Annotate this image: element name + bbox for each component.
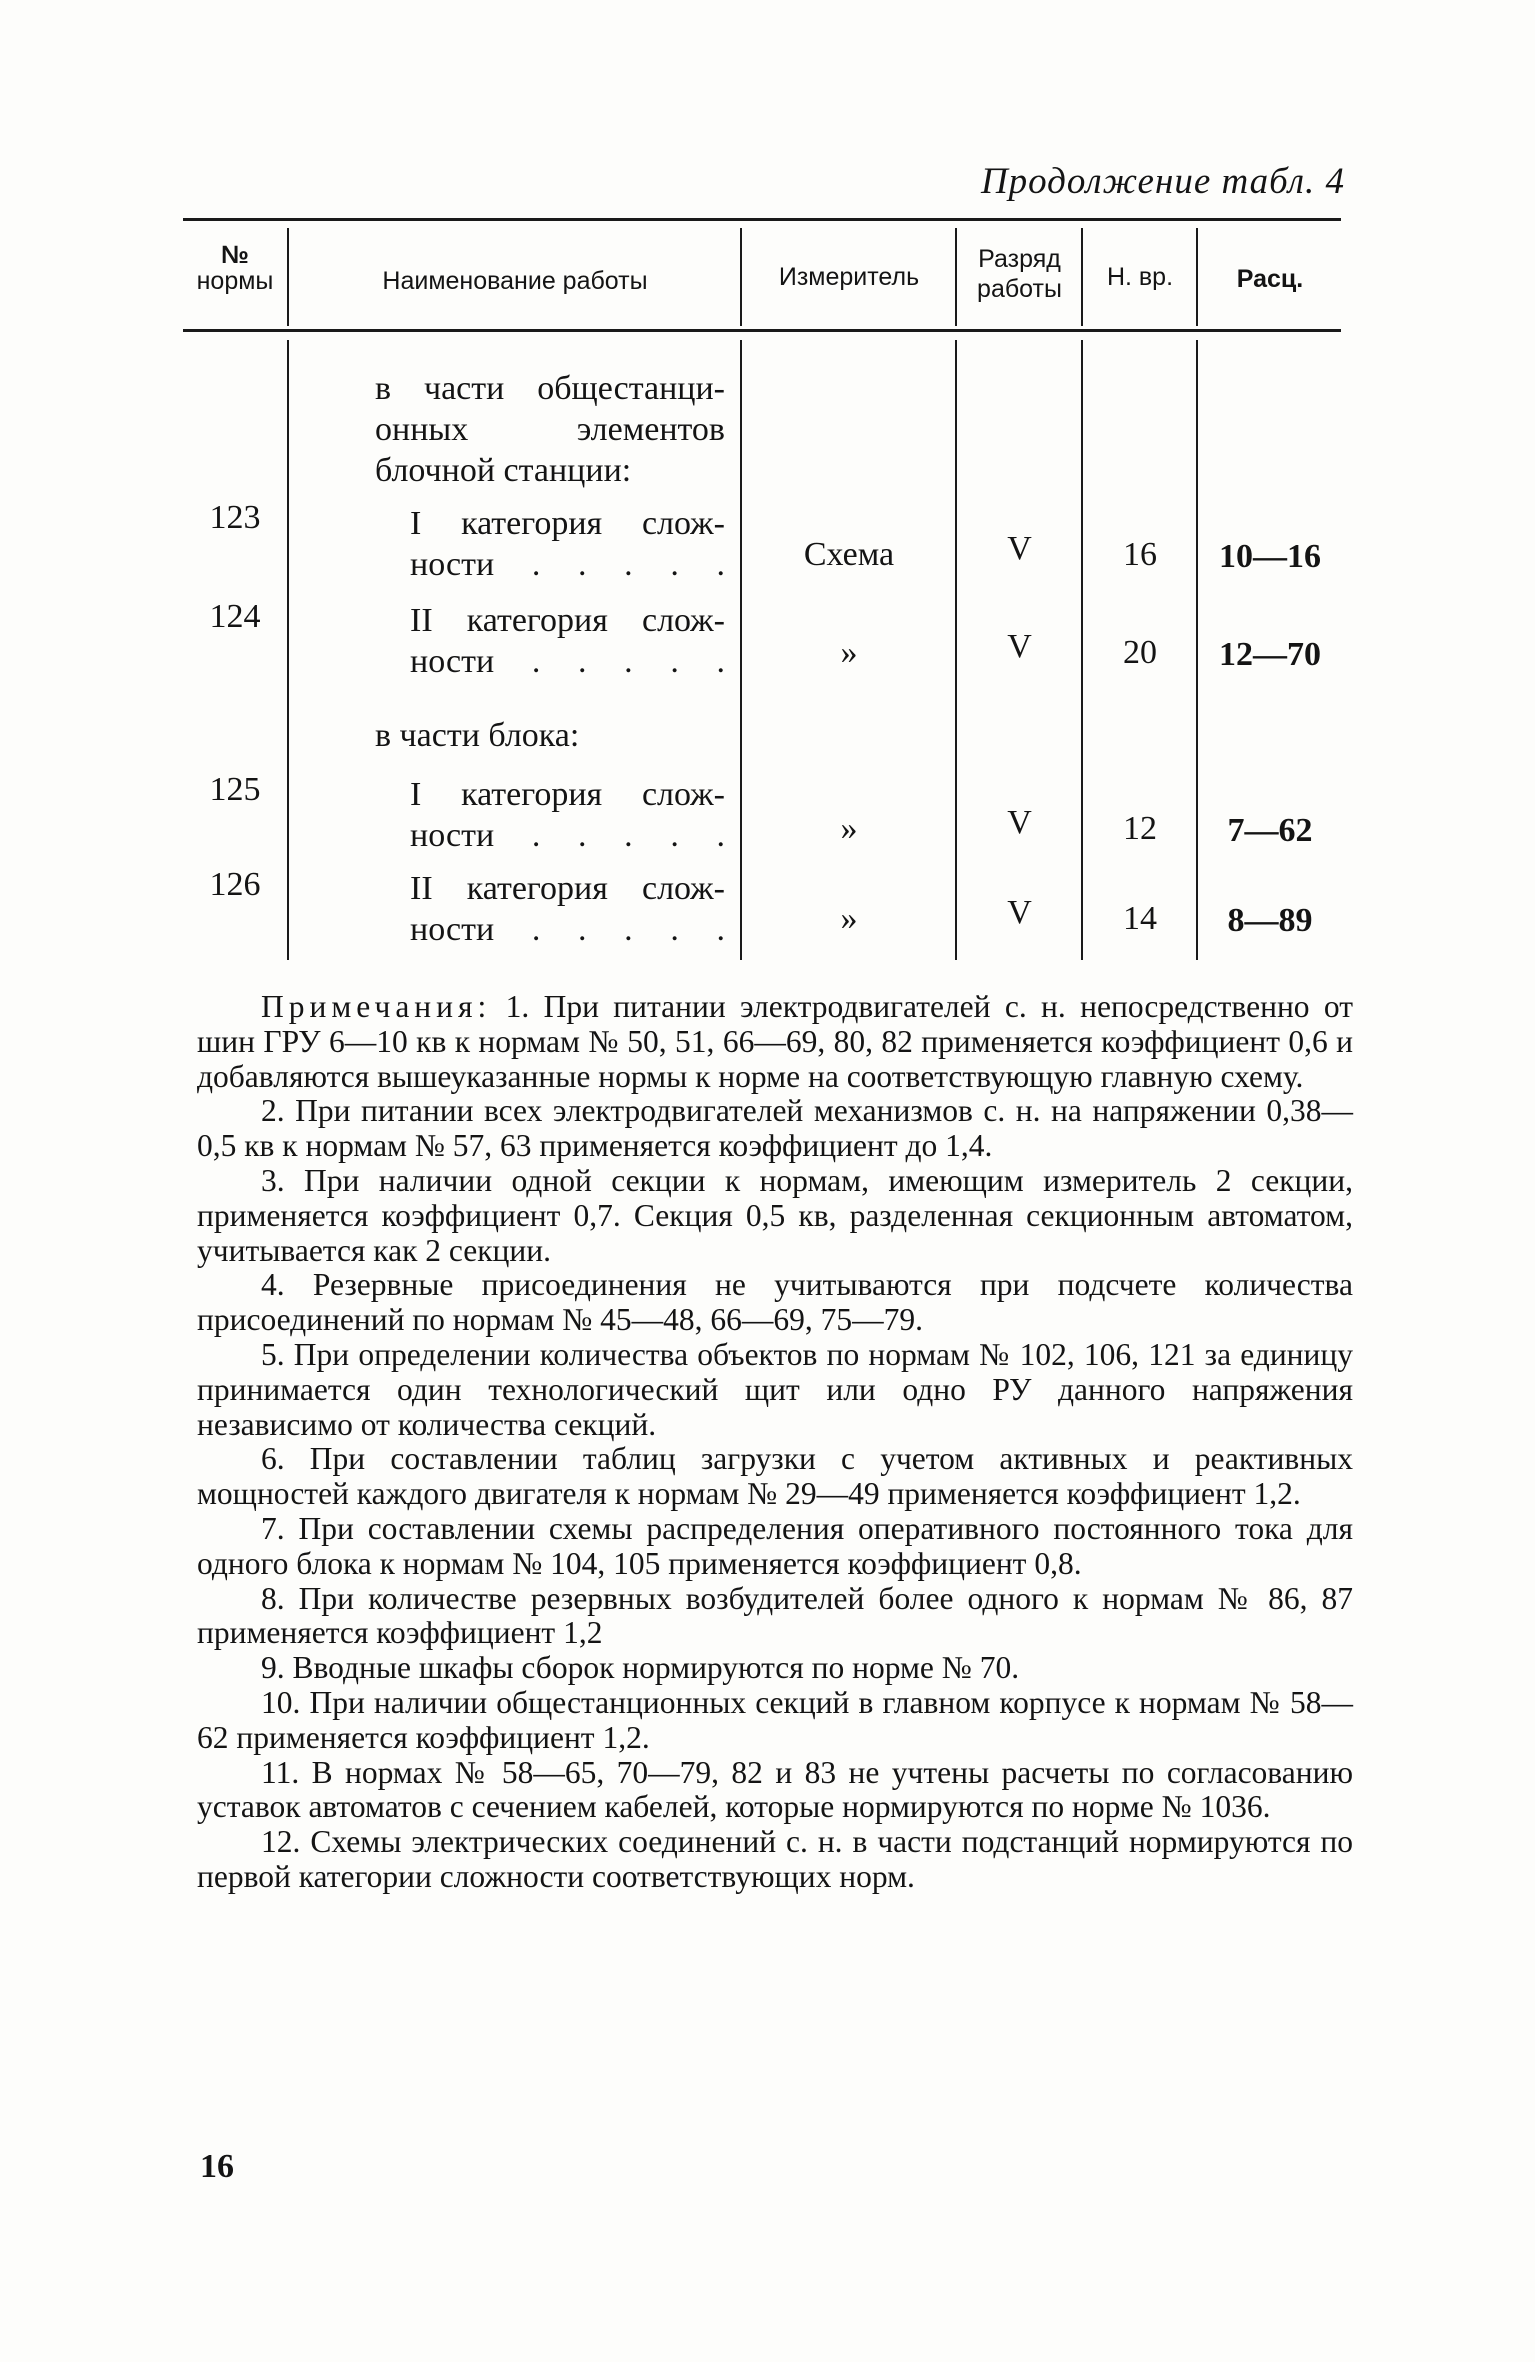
table-header-bottom-rule	[183, 329, 1341, 332]
row-rate: 12—70	[1219, 636, 1321, 673]
note-5: 5. При определении количества объектов по нормам № 102, 106, 121 за единицу принимается один технологический щит или одно РУ данного напряжения независимо от количества секций.	[197, 1336, 1353, 1442]
row-grade: V	[1007, 628, 1032, 665]
row-time: 12	[1123, 810, 1157, 847]
header-unit: Измеритель	[778, 263, 920, 291]
row-unit: »	[840, 634, 858, 671]
note-2: 2. При питании всех электродвигателей механизмов с. н. на напряжении 0,38—0,5 кв к нормам № 57, 63 применяется коэффициент до 1,4.	[197, 1093, 1353, 1164]
row-name-line2: ности . . . . .	[410, 546, 725, 583]
header-divider	[740, 228, 742, 326]
header-time: Н. вр.	[1106, 263, 1174, 291]
row-name	[410, 774, 725, 856]
note-9: 9. Вводные шкафы сборок нормируются по норме № 70.	[261, 1650, 1020, 1686]
note-11: 11. В нормах № 58—65, 70—79, 82 и 83 не учтены расчеты по согласованию уставок автоматов с сечением кабелей, которые нормируются по норме № 1036.	[197, 1754, 1353, 1825]
header-divider	[287, 228, 289, 326]
row-no: 125	[209, 771, 261, 808]
body-divider	[740, 340, 742, 960]
note-8: 8. При количестве резервных возбудителей более одного к нормам № 86, 87 применяется коэффициент 1,2	[197, 1580, 1353, 1651]
row-rate: 10—16	[1219, 538, 1321, 575]
row-time: 20	[1123, 634, 1157, 671]
header-rate: Расц.	[1236, 265, 1304, 293]
header-divider	[955, 228, 957, 326]
row-name-line1: II категория слож-	[410, 602, 725, 639]
row-time: 16	[1123, 536, 1157, 573]
row-rate: 7—62	[1227, 812, 1313, 849]
row-unit: Схема	[803, 536, 895, 573]
header-no-sign: №	[221, 241, 249, 269]
row-name	[410, 600, 725, 682]
header-grade-line1: Разряд	[978, 245, 1061, 273]
row-name-line2: ности . . . . .	[410, 817, 725, 854]
row-no: 124	[209, 598, 261, 635]
note-1	[197, 990, 1353, 1094]
header-no-word: нормы	[196, 267, 274, 295]
note-7: 7. При составлении схемы распределения оперативного постоянного тока для одного блока к нормам № 104, 105 применяется коэффициент 0,8.	[197, 1510, 1353, 1581]
table-caption: Продолжение табл. 4	[980, 161, 1345, 202]
note-4: 4. Резервные присоединения не учитываются при подсчете количества присоединений по нормам № 45—48, 66—69, 75—79.	[197, 1267, 1353, 1338]
header-name: Наименование работы	[382, 267, 648, 295]
page-number: 16	[200, 2148, 234, 2185]
row-no: 126	[209, 866, 261, 903]
note-text: 1. При питании электродвигателей с. н. непосредственно от шин ГРУ 6—10 кв к нормам № 50, 51, 66—69, 80, 82 применяется коэффициент 0,6 и добавляются вышеуказанные нормы к норме на соответствующую главную схему.	[197, 989, 1354, 1094]
note-6: 6. При составлении таблиц загрузки с учетом активных и реактивных мощностей каждого двигателя к нормам № 29—49 применяется коэффициент 1,2.	[197, 1441, 1353, 1512]
header-divider	[1081, 228, 1083, 326]
body-divider	[287, 340, 289, 960]
header-grade-line2: работы	[977, 275, 1062, 303]
group-line: в части общестанци-	[375, 370, 725, 407]
group-heading	[375, 368, 725, 491]
group-heading: в части блока:	[375, 717, 580, 754]
body-divider	[955, 340, 957, 960]
row-name	[410, 868, 725, 950]
header-grade	[958, 244, 1081, 304]
header-no	[183, 240, 287, 296]
row-unit: »	[840, 810, 858, 847]
row-grade: V	[1007, 530, 1032, 567]
group-line: блочной станции:	[375, 452, 632, 489]
row-unit: »	[840, 900, 858, 937]
header-divider	[1196, 228, 1198, 326]
table-top-rule	[183, 218, 1341, 221]
row-name-line1: I категория слож-	[410, 505, 725, 542]
row-name-line1: II категория слож-	[410, 870, 725, 907]
row-name	[410, 503, 725, 585]
row-no: 123	[209, 499, 261, 536]
note-12: 12. Схемы электрических соединений с. н. в части подстанций нормируются по первой категории сложности соответствующих норм.	[197, 1824, 1353, 1894]
note-3: 3. При наличии одной секции к нормам, имеющим измеритель 2 секции, применяется коэффициент 0,7. Секция 0,5 кв, разделенная секционным автоматом, учитывается как 2 секции.	[197, 1162, 1353, 1268]
row-name-line2: ности . . . . .	[410, 911, 725, 948]
body-divider	[1196, 340, 1198, 960]
note-10: 10. При наличии общестанционных секций в главном корпусе к нормам № 58—62 применяется коэффициент 1,2.	[197, 1684, 1353, 1755]
notes-section	[197, 990, 1353, 1895]
row-grade: V	[1007, 804, 1032, 841]
notes-label: Примечания:	[261, 989, 492, 1024]
row-name-line2: ности . . . . .	[410, 643, 725, 680]
body-divider	[1081, 340, 1083, 960]
group-line: онных элементов	[375, 411, 725, 448]
row-name-line1: I категория слож-	[410, 776, 725, 813]
row-grade: V	[1007, 894, 1032, 931]
row-time: 14	[1123, 900, 1157, 937]
row-rate: 8—89	[1227, 902, 1313, 939]
